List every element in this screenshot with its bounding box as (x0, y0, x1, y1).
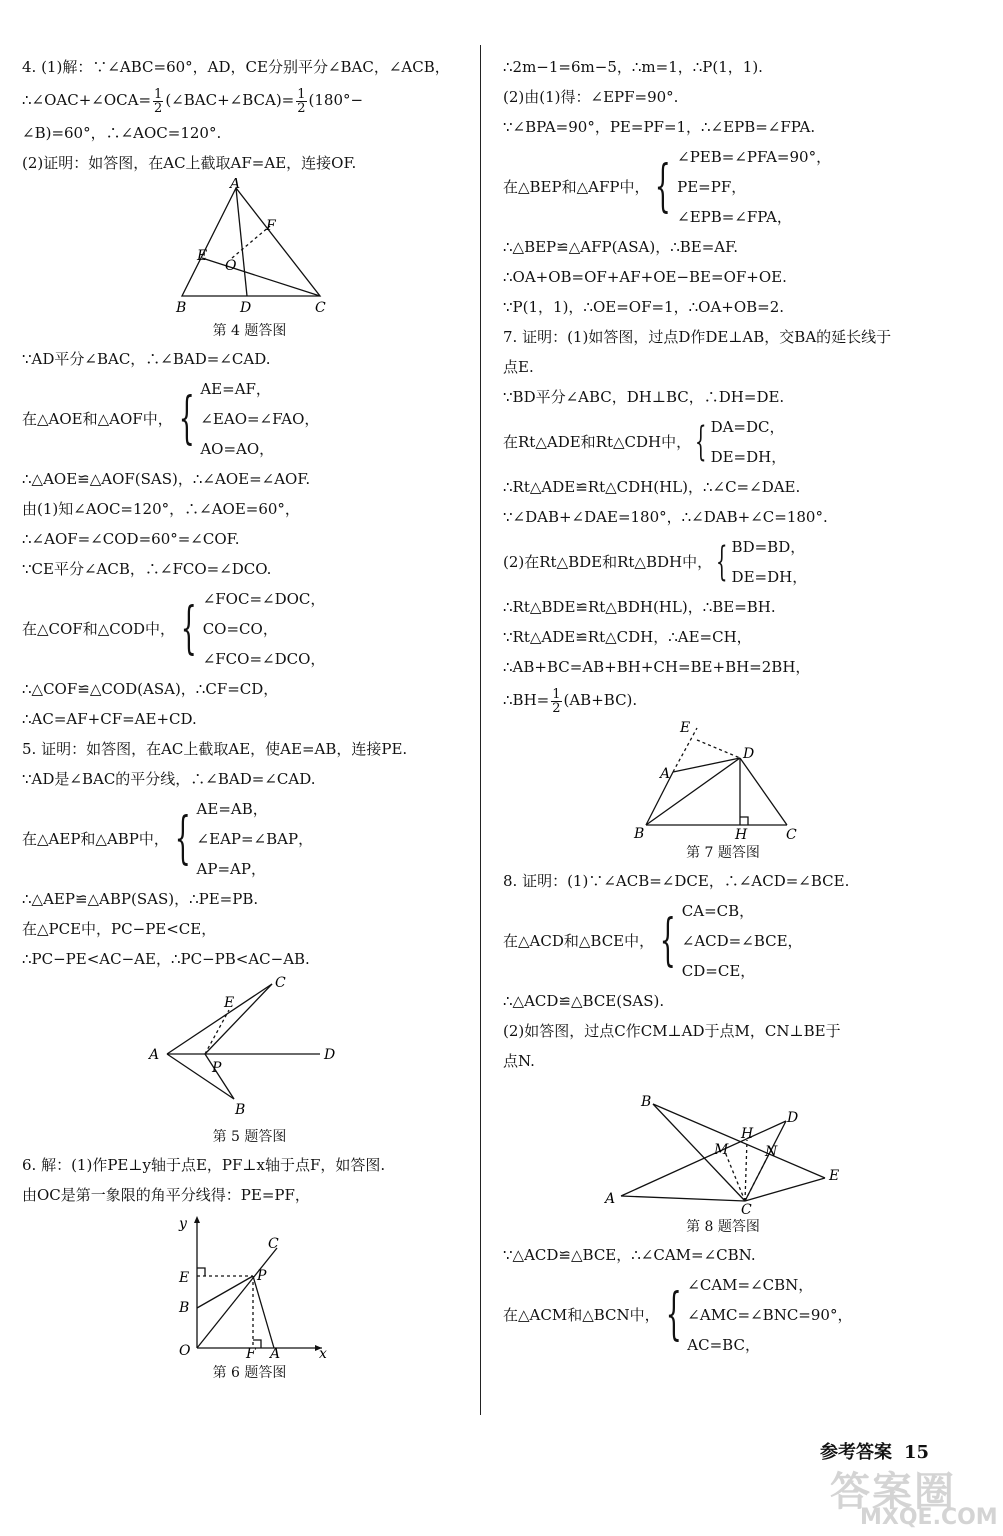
p4-line6: ∴△AOE≌△AOF(SAS)，∴∠AOE=∠AOF. (22, 470, 311, 488)
figure-8-diagram (503, 1076, 943, 1214)
p8-line1: 8. 证明：(1)∵∠ACB=∠DCE，∴∠ACD=∠BCE. (503, 872, 850, 890)
brace: { (655, 154, 672, 219)
svg-text:A: A (270, 1346, 281, 1360)
p5-system: 在△AEP和△ABP中， { AE=AB， ∠EAP=∠BAP， AP=AP， (22, 800, 314, 878)
p4-line9: ∵CE平分∠ACB，∴∠FCO=∠DCO. (22, 560, 272, 578)
svg-text:D: D (787, 1110, 799, 1126)
svg-text:O: O (225, 258, 237, 274)
svg-text:E: E (829, 1168, 840, 1184)
p7-line1: 7. 证明：(1)如答图，过点D作DE⊥AB，交BA的延长线于 (503, 328, 892, 346)
fraction-half: $\frac{1}{2}$ (297, 86, 306, 116)
svg-text:E: E (179, 1270, 190, 1286)
svg-text:A: A (660, 766, 671, 782)
p8-system2: 在△ACM和△BCN中， { ∠CAM=∠CBN， ∠AMC=∠BNC=90°， AC=BC， (503, 1276, 853, 1354)
p8-line2: ∴△ACD≌△BCE(SAS). (503, 992, 665, 1010)
p4-line8: ∴∠AOF=∠COD=60°=∠COF. (22, 530, 240, 548)
svg-text:H: H (741, 1126, 754, 1142)
p7-line2: 点E. (503, 358, 534, 376)
figure-7 (503, 718, 943, 840)
p4-line2: ∴∠OAC+∠OCA= $\frac{1}{2}$ (∠BAC+∠BCA)= $\frac{1}{2}$ (180°− (22, 86, 364, 116)
p6c-system: 在△BEP和△AFP中， { ∠PEB=∠PFA=90°， PE=PF， ∠EPB=∠FPA， (503, 148, 832, 226)
figure-7-caption: 第 7 题答图 (686, 845, 760, 861)
p8-line4: 点N. (503, 1052, 535, 1070)
figure-6 (22, 1210, 477, 1360)
svg-text:F: F (246, 1346, 256, 1360)
p8-line5: ∵△ACD≌△BCE，∴∠CAM=∠CBN. (503, 1246, 756, 1264)
svg-text:E: E (224, 995, 235, 1011)
svg-text:D: D (324, 1047, 336, 1063)
p5-line5: ∴PC−PE<AC−AE，∴PC−PB<AC−AB. (22, 950, 310, 968)
svg-text:B: B (641, 1094, 652, 1110)
p6c-line1: ∴2m−1=6m−5，∴m=1，∴P(1，1). (503, 58, 763, 76)
figure-6-caption: 第 6 题答图 (212, 1365, 287, 1381)
brace: { (659, 908, 676, 973)
svg-text:C: C (741, 1202, 752, 1214)
p7-line9: ∴BH= $\frac{1}{2}$ (AB+BC). (503, 686, 638, 716)
fraction-half: $\frac{1}{2}$ (154, 86, 163, 116)
svg-text:A: A (605, 1191, 616, 1207)
p7-line3: ∵BD平分∠ABC，DH⊥BC，∴DH=DE. (503, 388, 785, 406)
p6c-line5: ∴OA+OB=OF+AF+OE−BE=OF+OE. (503, 268, 787, 286)
right-column (503, 52, 943, 1360)
p7-line5: ∵∠DAB+∠DAE=180°，∴∠DAB+∠C=180°. (503, 508, 828, 526)
brace: { (174, 806, 191, 871)
figure-4-caption: 第 4 题答图 (212, 323, 287, 339)
brace: { (665, 1282, 682, 1347)
p7-system1: 在Rt△ADE和Rt△CDH中， { DA=DC， DE=DH， (503, 418, 787, 466)
footer-label: 参考答案 (820, 1442, 892, 1463)
p4-system1: 在△AOE和△AOF中， { AE=AF， ∠EAO=∠FAO， AO=AO， (22, 380, 320, 458)
p7-line8: ∴AB+BC=AB+BH+CH=BE+BH=2BH， (503, 658, 811, 676)
p4-line7: 由(1)知∠AOC=120°，∴∠AOE=60°， (22, 500, 300, 518)
figure-5-caption: 第 5 题答图 (212, 1129, 287, 1145)
svg-text:N: N (765, 1144, 778, 1160)
figure-4-diagram (22, 178, 477, 318)
svg-text:A: A (230, 178, 241, 192)
svg-text:B: B (179, 1300, 190, 1316)
figure-8-caption: 第 8 题答图 (686, 1219, 760, 1235)
svg-text:D: D (240, 300, 252, 316)
p4-line1: 4. (1)解：∵∠ABC=60°，AD，CE分别平分∠BAC，∠ACB， (22, 58, 450, 76)
p4-line3: ∠B)=60°，∴∠AOC=120°. (22, 124, 222, 142)
p4-line11: ∴AC=AF+CF=AE+CD. (22, 710, 197, 728)
p8-system1: 在△ACD和△BCE中， { CA=CB， ∠ACD=∠BCE， CD=CE， (503, 902, 803, 980)
p7-line4: ∴Rt△ADE≌Rt△CDH(HL)，∴∠C=∠DAE. (503, 478, 801, 496)
p4-line4: (2)证明：如答图，在AC上截取AF=AE，连接OF. (22, 154, 357, 172)
svg-text:A: A (149, 1047, 160, 1063)
column-divider (480, 45, 481, 1415)
p6c-line4: ∴△BEP≌△AFP(ASA)，∴BE=AF. (503, 238, 738, 256)
p5-line4: 在△PCE中，PC−PE<CE， (22, 920, 217, 938)
svg-text:O: O (179, 1343, 191, 1359)
svg-text:D: D (743, 746, 755, 762)
p5-line2: ∵AD是∠BAC的平分线，∴∠BAD=∠CAD. (22, 770, 316, 788)
p8-line3: (2)如答图，过点C作CM⊥AD于点M，CN⊥BE于 (503, 1022, 841, 1040)
brace: { (178, 386, 195, 451)
svg-text:B: B (176, 300, 187, 316)
page-number: 15 (904, 1442, 930, 1463)
svg-text:B: B (634, 826, 645, 840)
figure-5 (22, 974, 477, 1124)
brace: { (716, 539, 728, 585)
p6c-line6: ∵P(1，1)，∴OE=OF=1，∴OA+OB=2. (503, 298, 785, 316)
svg-text:C: C (268, 1236, 279, 1252)
svg-text:P: P (257, 1268, 267, 1284)
svg-text:C: C (315, 300, 326, 316)
p7-line6: ∴Rt△BDE≌Rt△BDH(HL)，∴BE=BH. (503, 598, 776, 616)
svg-text:B: B (235, 1102, 246, 1118)
svg-text:y: y (179, 1216, 187, 1232)
watermark-logo: 答案圈 (830, 1469, 956, 1515)
p7-line7: ∵Rt△ADE≌Rt△CDH，∴AE=CH， (503, 628, 752, 646)
svg-text:P: P (212, 1060, 222, 1076)
p4-line10: ∴△COF≌△COD(ASA)，∴CF=CD， (22, 680, 279, 698)
svg-text:M: M (714, 1142, 729, 1158)
fraction-half: $\frac{1}{2}$ (552, 686, 561, 716)
figure-7-diagram (503, 718, 943, 840)
svg-text:E: E (197, 248, 208, 264)
svg-text:F: F (266, 218, 276, 234)
figure-4 (22, 178, 477, 318)
svg-text:E: E (680, 720, 691, 736)
figure-6-diagram (22, 1210, 477, 1360)
svg-text:x: x (319, 1346, 327, 1360)
p7-system2: (2)在Rt△BDE和Rt△BDH中， { BD=BD， DE=DH， (503, 538, 808, 586)
p6c-line2: (2)由(1)得：∠EPF=90°. (503, 88, 679, 106)
watermark-url: MXQE.COM (860, 1505, 998, 1530)
svg-text:C: C (275, 975, 286, 991)
svg-text:H: H (735, 827, 748, 840)
p5-line1: 5. 证明：如答图，在AC上截取AE，使AE=AB，连接PE. (22, 740, 408, 758)
p6c-line3: ∵∠BPA=90°，PE=PF=1，∴∠EPB=∠FPA. (503, 118, 816, 136)
p4-system2: 在△COF和△COD中， { ∠FOC=∠DOC， CO=CO， ∠FCO=∠DCO， (22, 590, 326, 668)
brace: { (180, 596, 197, 661)
figure-5-diagram (22, 974, 477, 1124)
p5-line3: ∴△AEP≌△ABP(SAS)，∴PE=PB. (22, 890, 259, 908)
figure-8 (503, 1076, 943, 1214)
p6-line1: 6. 解：(1)作PE⊥y轴于点E，PF⊥x轴于点F，如答图. (22, 1156, 386, 1174)
left-column (22, 52, 477, 1386)
svg-text:C: C (786, 827, 797, 840)
brace: { (695, 419, 707, 465)
p6-line2: 由OC是第一象限的角平分线得：PE=PF， (22, 1186, 310, 1204)
p4-line5: ∵AD平分∠BAC，∴∠BAD=∠CAD. (22, 350, 271, 368)
